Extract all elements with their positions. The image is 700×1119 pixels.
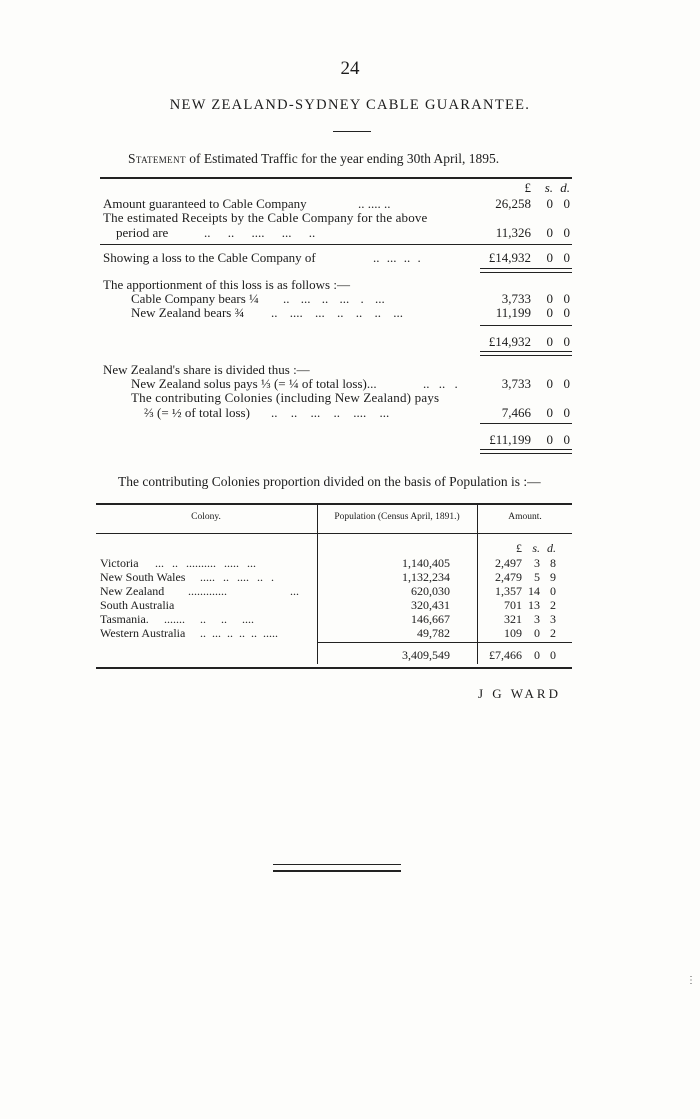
statement-line [131, 390, 439, 406]
amount: 2,479 5 9 [495, 570, 556, 584]
line-text: New Zealand's share is divided thus :— [103, 362, 310, 377]
line-amount: 3,733 0 0 [501, 376, 570, 391]
line-dots: .. .. .... ... .. [204, 225, 316, 240]
currency-shillings: s. [544, 180, 553, 195]
statement-line [131, 305, 403, 321]
double-rule [480, 351, 572, 356]
currency-shillings: s. [532, 541, 540, 555]
table-bottom-rule [96, 667, 572, 669]
population: 1,132,234 [402, 570, 450, 584]
line-text: New Zealand solus pays ⅓ (= ¼ of total loss)... [131, 376, 377, 391]
footer-rule [273, 864, 401, 872]
row-dots: ..... .. .... .. . [200, 570, 274, 584]
colony-name: New South Wales [100, 570, 186, 584]
line-text: period are [116, 225, 169, 240]
statement-heading [128, 151, 499, 167]
table-header-population: Population (Census April, 1891.) [334, 512, 460, 522]
total-rule [318, 642, 572, 643]
population: 620,030 [411, 584, 450, 598]
line-amount: 11,199 0 0 [495, 305, 570, 320]
statement-lead: Statement [128, 151, 186, 166]
row-dots: .. ... .. .. .. ..... [200, 626, 278, 640]
line-amount: £14,932 0 0 [488, 334, 570, 349]
total-population: 3,409,549 [402, 648, 450, 662]
amount: 321 3 3 [504, 612, 556, 626]
line-text: Showing a loss to the Cable Company of [103, 250, 316, 265]
table-header-colony: Colony. [191, 512, 221, 522]
statement-line [103, 210, 427, 226]
colony-name: Victoria [100, 556, 139, 570]
line-dots: .. .... .. [358, 196, 391, 211]
population: 146,667 [411, 612, 450, 626]
colony-name: Tasmania. [100, 612, 149, 626]
statement-line [116, 225, 316, 241]
line-amount: 3,733 0 0 [501, 291, 570, 306]
amount: 701 13 2 [504, 598, 556, 612]
line-amount: 26,258 0 0 [495, 196, 570, 211]
amount: 109 0 2 [504, 626, 556, 640]
subtotal-rule [480, 423, 572, 424]
line-dots: .. ... .. ... . ... [283, 291, 385, 306]
statement-top-rule [100, 177, 572, 179]
line-amount: 7,466 0 0 [501, 405, 570, 420]
line-text: New Zealand bears ¾ [131, 305, 245, 320]
page-number: 24 [340, 58, 360, 79]
line-text: Amount guaranteed to Cable Company [103, 196, 307, 211]
line-amount: £11,199 0 0 [489, 432, 570, 447]
line-text: The estimated Receipts by the Cable Company for the above [103, 210, 428, 225]
page-title: NEW ZEALAND-SYDNEY CABLE GUARANTEE. [169, 97, 531, 113]
line-amount: 11,326 0 0 [495, 225, 570, 240]
table-header-rule [96, 533, 572, 534]
scan-mark: ⋮ [686, 975, 696, 986]
signature: J G WARD [478, 686, 561, 701]
subtotal-rule [100, 244, 572, 245]
line-dots: .. ... .. . [373, 250, 421, 265]
total-amount: £7,466 0 0 [489, 648, 556, 662]
subtotal-rule [480, 325, 572, 326]
currency-pounds: £ [524, 180, 531, 195]
table-header-amount: Amount. [508, 512, 542, 522]
currency-pence: d. [560, 180, 570, 195]
line-text: The contributing Colonies (including New Zealand) pays [131, 390, 440, 405]
row-dots: ... .. .......... ..... ... [155, 556, 256, 570]
row-dots: ............. ... [188, 584, 299, 598]
table-top-rule [96, 503, 572, 505]
amount: 2,497 3 8 [495, 556, 556, 570]
colony-name: South Australia [100, 598, 175, 612]
line-dots: .. .. ... .. .... ... [271, 405, 390, 420]
statement-line [144, 405, 390, 421]
line-amount: £14,932 0 0 [488, 250, 570, 265]
column-divider [317, 504, 318, 664]
line-text: ⅔ (= ½ of total loss) [144, 405, 250, 420]
population: 1,140,405 [402, 556, 450, 570]
currency-pence: d. [547, 541, 556, 555]
population: 320,431 [411, 598, 450, 612]
double-rule [480, 449, 572, 454]
title-rule [333, 131, 371, 132]
line-dots: .. .... ... .. .. .. ... [271, 305, 403, 320]
population: 49,782 [417, 626, 450, 640]
statement-line [103, 250, 421, 266]
colony-name: Western Australia [100, 626, 186, 640]
double-rule [480, 268, 572, 273]
currency-pounds: £ [516, 541, 522, 555]
amount: 1,357 14 0 [495, 584, 556, 598]
line-text: Cable Company bears ¼ [131, 291, 259, 306]
line-dots: .. .. . [423, 376, 458, 391]
colony-name: New Zealand [100, 584, 165, 598]
table-intro: The contributing Colonies proportion divided on the basis of Population is :— [118, 474, 541, 489]
row-dots: ....... .. .. .... [164, 612, 254, 626]
line-text: The apportionment of this loss is as follows :— [103, 277, 350, 292]
statement-rest: of Estimated Traffic for the year ending 30th April, 1895. [185, 151, 500, 166]
currency-header [475, 180, 570, 196]
